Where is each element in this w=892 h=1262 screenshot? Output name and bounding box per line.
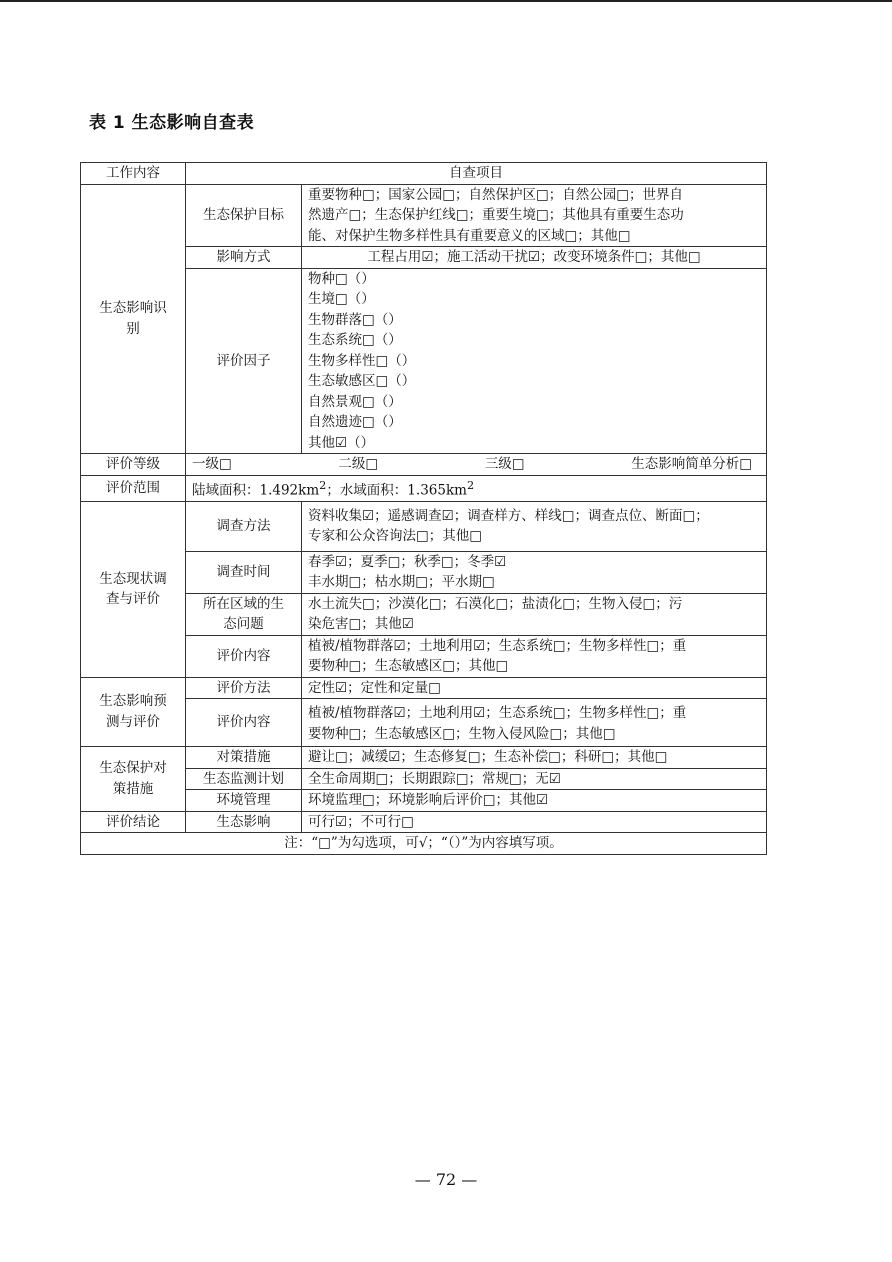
table-row [81,811,767,833]
text-line: 重要物种□；国家公园□；自然保护区□；自然公园□；世界自 [308,186,684,203]
text-line: 能、对保护生物多样性具有重要意义的区域□；其他□ [308,227,631,244]
value-impact-mode: 工程占用☑；施工活动干扰☑；改变环境条件□；其他□ [302,247,767,269]
label-impact-mode: 影响方式 [186,247,302,269]
table-row [81,501,767,551]
water-area: ；水域面积：1.365km [326,482,467,498]
grade-option: 二级□ [338,456,379,472]
label-evaluation-range: 评价范围 [81,475,186,501]
label-prediction-method: 评价方法 [186,677,302,699]
value-environment-management: 环境监理□；环境影响后评价□；其他☑ [302,790,767,812]
label-conclusion: 评价结论 [81,811,186,833]
text-line: 植被/植物群落☑；土地利用☑；生态系统□；生物多样性□；重 [308,705,687,721]
group-impact-identification [81,184,186,454]
text-line: 所在区域的生 [203,595,284,612]
group-label-line: 生态影响识 [99,300,167,317]
group-label-line: 策措施 [112,780,154,797]
value-countermeasures: 避让□；减缓☑；生态修复□；生态补偿□；科研□；其他□ [302,747,767,769]
superscript: 2 [466,478,475,492]
label-survey-method: 调查方法 [186,501,302,551]
value-survey-method [302,501,767,551]
table-row [81,747,767,769]
text-line: 要物种□；生态敏感区□；生物入侵风险□；其他□ [308,725,616,742]
text-line: 然遗产□；生态保护红线□；重要生境□；其他具有重要生态功 [308,207,684,223]
grade-option: 一级□ [192,456,232,472]
group-label-line: 生态现状调 [99,570,167,587]
table-row [81,454,767,476]
factor-item: 其他☑（） [308,434,375,451]
table-footer-row [81,833,767,855]
label-ecological-impact: 生态影响 [186,811,302,833]
value-evaluation-range [186,475,767,501]
text-line: 专家和公众咨询法□；其他□ [308,528,483,544]
factor-item: 物种□（） [308,270,375,287]
text-line: 春季☑；夏季□；秋季□；冬季☑ [308,553,507,570]
factor-item: 生态敏感区□（） [308,373,416,389]
text-line: 丰水期□；枯水期□；平水期□ [308,574,495,590]
factor-item: 生物群落□（） [308,311,402,328]
label-status-content: 评价内容 [186,635,302,677]
value-monitoring-plan: 全生命周期□；长期跟踪□；常规□；无☑ [302,768,767,790]
group-status-survey [81,501,186,677]
factor-item: 生物多样性□（） [308,352,416,369]
text-line: 态问题 [223,616,264,632]
land-area: 陆域面积：1.492km [192,482,320,498]
table-title: 表 1 生态影响自查表 [89,113,255,133]
table-row [81,677,767,699]
value-survey-time [302,551,767,593]
value-status-content [302,635,767,677]
factor-item: 自然景观□（） [308,393,402,410]
group-label-line: 测与评价 [106,713,160,730]
group-label-line: 别 [126,320,140,337]
text-line: 资料收集☑；遥感调查☑；调查样方、样线□；调查点位、断面□； [308,507,709,524]
grade-option: 三级□ [484,456,525,472]
label-monitoring-plan: 生态监测计划 [186,768,302,790]
value-prediction-method: 定性☑；定性和定量□ [302,677,767,699]
table-note: 注：“□”为勾选项，可√；“（）”为内容填写项。 [81,833,767,855]
label-protection-target: 生态保护目标 [186,184,302,247]
value-protection-target [302,184,767,247]
label-countermeasures: 对策措施 [186,747,302,769]
text-line: 水土流失□；沙漠化□；石漠化□；盐渍化□；生物入侵□；污 [308,595,683,612]
text-line: 要物种□；生态敏感区□；其他□ [308,658,509,674]
top-border-line [0,0,892,2]
text-line: 植被/植物群落☑；土地利用☑；生态系统□；生物多样性□；重 [308,637,687,654]
group-label-line: 生态影响预 [99,693,167,710]
label-environment-management: 环境管理 [186,790,302,812]
group-protection-measures [81,747,186,812]
header-check-items: 自查项目 [186,163,767,185]
page-number: — 72 — [414,1170,478,1189]
table-row [81,184,767,247]
grade-option: 生态影响简单分析□ [631,456,752,472]
superscript: 2 [319,478,327,492]
group-impact-prediction [81,677,186,747]
value-conclusion: 可行☑；不可行□ [302,811,767,833]
table-header-row [81,163,767,185]
factor-item: 自然遗迹□（） [308,414,402,430]
label-evaluation-grade: 评价等级 [81,454,186,476]
label-prediction-content: 评价内容 [186,699,302,747]
group-label-line: 生态保护对 [99,760,167,777]
value-evaluation-grade [186,454,767,476]
ecological-impact-checklist-table [80,162,767,855]
table-row [81,475,767,501]
factor-item: 生境□（） [308,291,375,307]
value-evaluation-factor [302,268,767,454]
group-label-line: 查与评价 [106,591,160,607]
label-survey-time: 调查时间 [186,551,302,593]
label-evaluation-factor: 评价因子 [186,268,302,454]
header-work-content: 工作内容 [81,163,186,185]
value-prediction-content [302,699,767,747]
value-regional-problem [302,593,767,635]
factor-item: 生态系统□（） [308,332,402,348]
label-regional-problem [186,593,302,635]
text-line: 染危害□；其他☑ [308,616,414,632]
